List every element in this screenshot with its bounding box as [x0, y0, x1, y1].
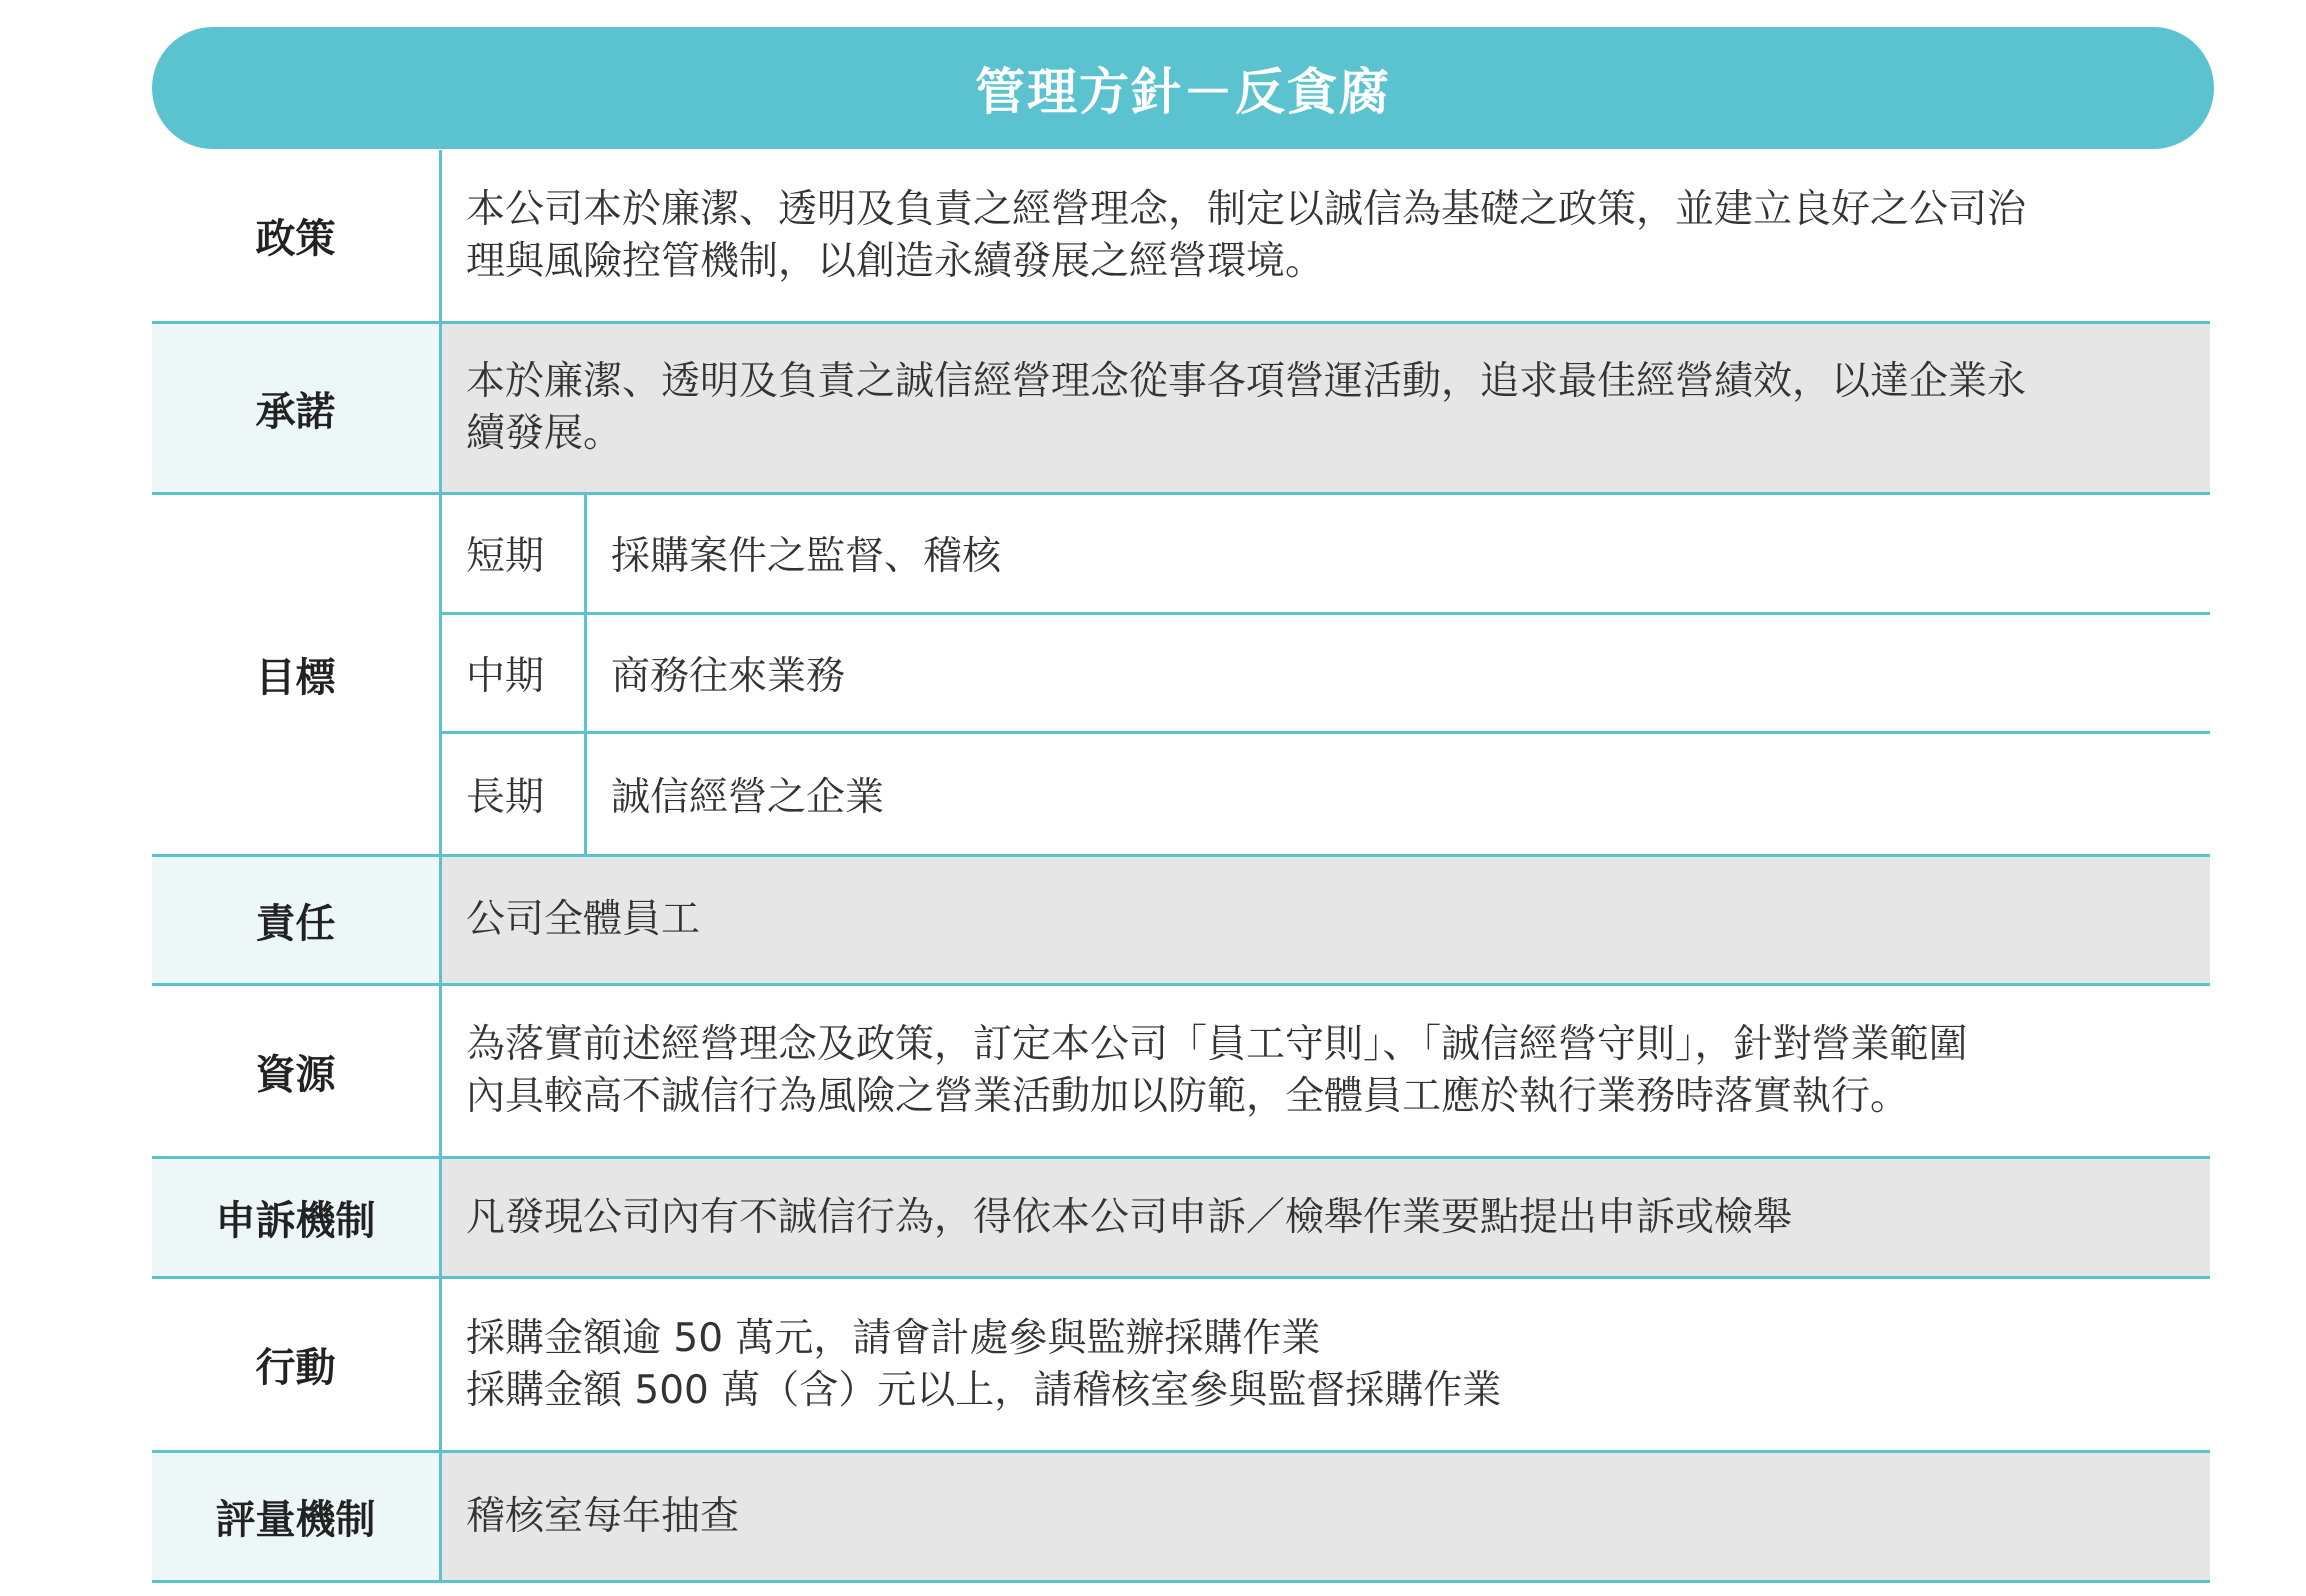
content-line: 本公司本於廉潔、透明及負責之經營理念，制定以誠信為基礎之政策，並建立良好之公司治 — [466, 186, 2027, 232]
goal-term: 長期 — [442, 734, 587, 854]
row-content — [442, 150, 2210, 321]
row-label: 申訴機制 — [152, 1159, 442, 1276]
row-evaluation — [152, 1453, 2210, 1583]
policy-table — [152, 150, 2210, 1583]
row-goals — [152, 495, 2210, 857]
content-line: 內具較高不誠信行為風險之營業活動加以防範，全體員工應於執行業務時落實執行。 — [466, 1074, 1910, 1119]
content-line: 採購金額逾 50 萬元，請會計處參與監辦採購作業 — [466, 1315, 1321, 1361]
goal-row-short — [442, 495, 2210, 615]
page-title: 管理方針－反貪腐 — [152, 27, 2214, 149]
content-line: 為落實前述經營理念及政策，訂定本公司「員工守則」、「誠信經營守則」，針對營業範圍 — [466, 1022, 1968, 1067]
row-grievance — [152, 1159, 2210, 1279]
goal-row-long — [442, 734, 2210, 854]
row-content — [442, 986, 2210, 1156]
row-label: 行動 — [152, 1279, 442, 1450]
row-commitment — [152, 324, 2210, 495]
goal-row-mid — [442, 615, 2210, 735]
content-line: 續發展。 — [466, 411, 623, 456]
row-content — [442, 324, 2210, 492]
row-content — [442, 1279, 2210, 1450]
row-label: 資源 — [152, 986, 442, 1156]
goals-subtable — [442, 495, 2210, 854]
goal-term: 中期 — [442, 615, 587, 732]
row-content: 稽核室每年抽查 — [442, 1453, 2210, 1580]
row-policy — [152, 150, 2210, 324]
row-action — [152, 1279, 2210, 1453]
content-line: 採購金額 500 萬（含）元以上，請稽核室參與監督採購作業 — [466, 1367, 1502, 1413]
row-content: 公司全體員工 — [442, 857, 2210, 983]
goal-desc: 商務往來業務 — [611, 654, 846, 699]
goal-term: 短期 — [442, 495, 587, 612]
row-label: 目標 — [152, 495, 442, 854]
row-responsibility — [152, 857, 2210, 986]
content-line: 理與風險控管機制，以創造永續發展之經營環境。 — [466, 238, 1325, 284]
content-line: 本於廉潔、透明及負責之誠信經營理念從事各項營運活動，追求最佳經營績效，以達企業永 — [466, 359, 2027, 404]
row-label: 責任 — [152, 857, 442, 983]
goal-desc: 誠信經營之企業 — [611, 775, 885, 821]
row-label: 承諾 — [152, 324, 442, 492]
row-label: 政策 — [152, 150, 442, 321]
row-label: 評量機制 — [152, 1453, 442, 1580]
goal-desc: 採購案件之監督、稽核 — [611, 534, 1002, 580]
row-content: 凡發現公司內有不誠信行為，得依本公司申訴／檢舉作業要點提出申訴或檢舉 — [442, 1159, 2210, 1276]
row-resources — [152, 986, 2210, 1159]
